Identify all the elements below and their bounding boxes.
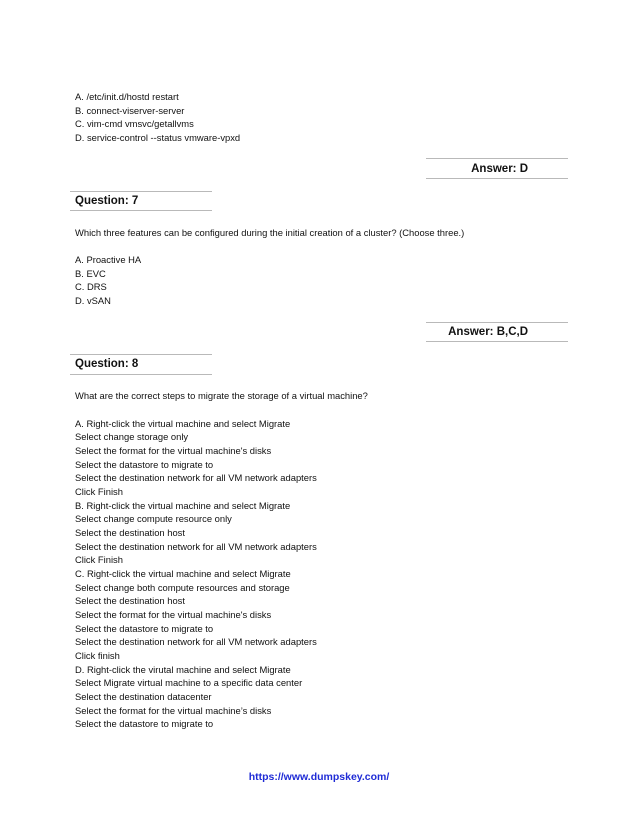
- option-line: B. EVC: [75, 268, 106, 279]
- option-line: D. vSAN: [75, 295, 111, 306]
- question-title: Question: 7: [75, 195, 139, 207]
- option-line: Select the datastore to migrate to: [75, 718, 214, 729]
- option-line: B. connect-viserver-server: [75, 105, 185, 116]
- option-line: D. Right-click the virutal machine and select Migrate: [75, 664, 291, 675]
- answer-divider: [426, 322, 568, 323]
- question-divider: [70, 191, 212, 192]
- option-line: Click Finish: [75, 486, 123, 497]
- option-line: Select the destination host: [75, 595, 185, 606]
- option-line: Select the destination network for all VM network adapters: [75, 541, 317, 552]
- option-line: C. vim-cmd vmsvc/getallvms: [75, 118, 194, 129]
- question-divider: [70, 374, 212, 375]
- question-divider: [70, 210, 212, 211]
- option-line: A. Proactive HA: [75, 254, 142, 265]
- answer-label: Answer: B,C,D: [448, 326, 528, 338]
- option-line: Select the destination host: [75, 527, 185, 538]
- option-line: D. service-control --status vmware-vpxd: [75, 132, 241, 143]
- option-line: Select the destination datacenter: [75, 691, 212, 702]
- answer-divider: [426, 341, 568, 342]
- option-line: Select the format for the virtual machine's disks: [75, 609, 272, 620]
- option-line: Select change both compute resources and storage: [75, 582, 290, 593]
- answer-label: Answer: D: [471, 163, 528, 175]
- option-line: Click finish: [75, 650, 120, 661]
- option-line: Select Migrate virtual machine to a specific data center: [75, 677, 303, 688]
- question-text: What are the correct steps to migrate the storage of a virtual machine?: [75, 390, 368, 401]
- option-line: C. Right-click the virtual machine and select Migrate: [75, 568, 291, 579]
- option-line: A. Right-click the virtual machine and select Migrate: [75, 418, 291, 429]
- answer-divider: [426, 158, 568, 159]
- option-line: C. DRS: [75, 281, 107, 292]
- question-divider: [70, 354, 212, 355]
- option-line: Select the destination network for all VM network adapters: [75, 472, 317, 483]
- option-line: Click Finish: [75, 554, 123, 565]
- footer-link[interactable]: https://www.dumpskey.com/: [248, 771, 390, 783]
- option-line: Select change compute resource only: [75, 513, 232, 524]
- option-line: Select the destination network for all VM network adapters: [75, 636, 317, 647]
- option-line: Select the format for the virtual machine's disks: [75, 445, 272, 456]
- option-line: Select the format for the virtual machine’s disks: [75, 705, 272, 716]
- answer-divider: [426, 178, 568, 179]
- option-line: Select the datastore to migrate to: [75, 623, 214, 634]
- option-line: Select the datastore to migrate to: [75, 459, 214, 470]
- option-line: Select change storage only: [75, 431, 189, 442]
- question-text: Which three features can be configured during the initial creation of a cluster? (Choose three.): [75, 227, 465, 238]
- option-line: B. Right-click the virtual machine and select Migrate: [75, 500, 291, 511]
- question-title: Question: 8: [75, 358, 139, 370]
- option-line: A. /etc/init.d/hostd restart: [75, 91, 179, 102]
